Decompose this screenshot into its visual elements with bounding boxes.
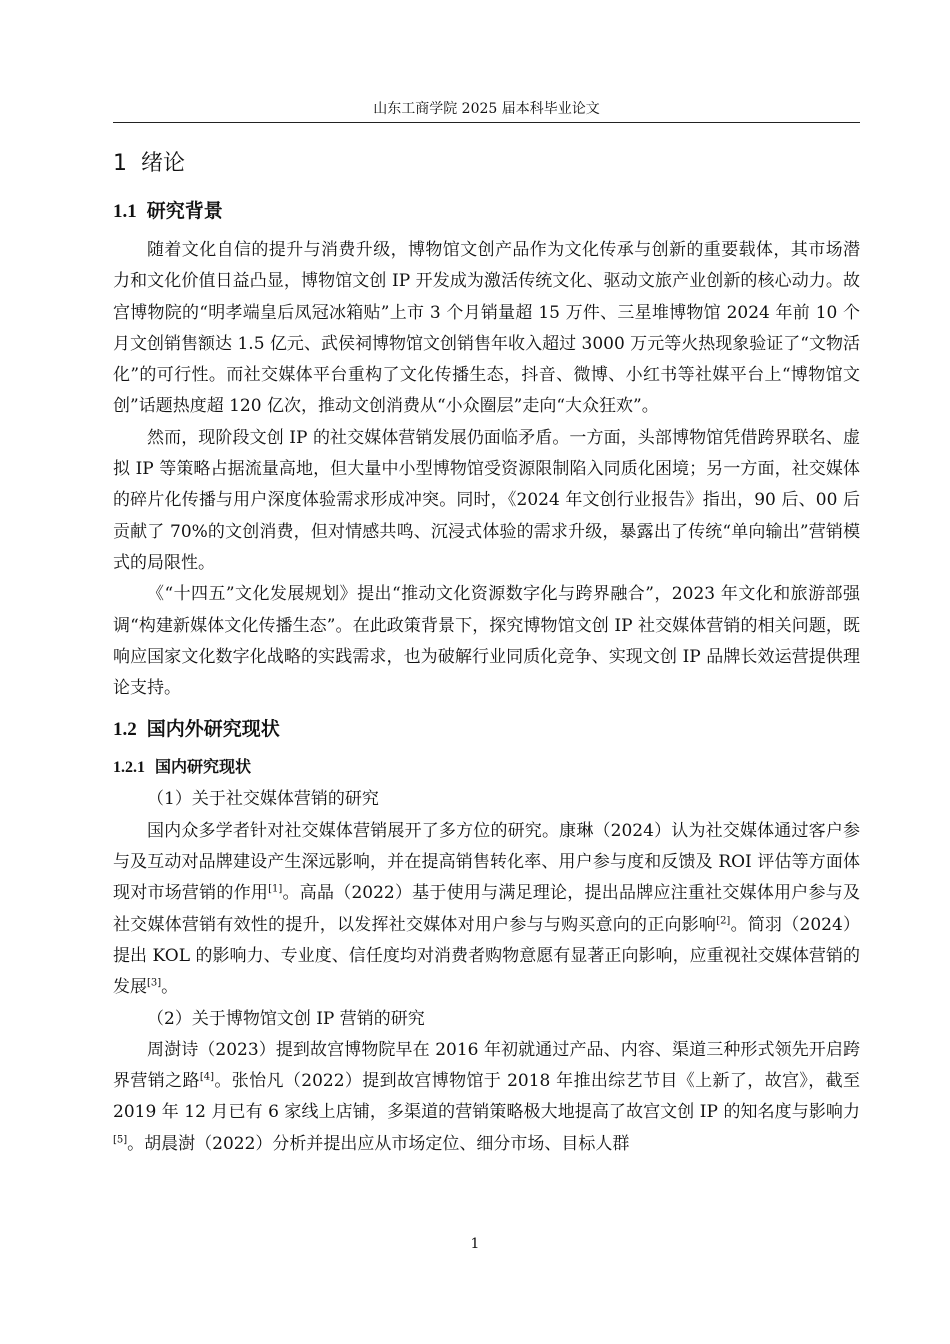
section-number: 1.1: [113, 201, 137, 222]
citation-ref[interactable]: [3]: [147, 977, 162, 989]
citation-ref[interactable]: [4]: [199, 1071, 215, 1083]
paragraph-domestic-1: 国内众多学者针对社交媒体营销展开了多方位的研究。康琳（2024）认为社交媒体通过客户参与及互动对品牌建设产生深远影响，并在提高销售转化率、用户参与度和反馈及 ROI 评估等方面体现对市场营销的作用[1]。高晶（2022）基于使用与满足理论，提出品牌应注重社交媒体用户参与及社交媒体营销有效性的提升，以发挥社交媒体对用户参与与购买意向的正向影响[2]。简羽（2024）提出 KOL 的影响力、专业度、信任度均对消费者购物意愿有显著正向影响，应重视社交媒体营销的发展[3]。: [113, 820, 861, 998]
subsection-number: 1.2.1: [113, 759, 145, 777]
chapter-number: 1: [113, 151, 127, 176]
citation-ref[interactable]: [5]: [113, 1134, 128, 1146]
paragraph-background-1: 随着文化自信的提升与消费升级，博物馆文创产品作为文化传承与创新的重要载体，其市场潜力和文化价值日益凸显，博物馆文创 IP 开发成为激活传统文化、驱动文旅产业创新的核心动力。故宫博物院的“明孝端皇后凤冠冰箱贴”上市 3 个月销量超 15 万件、三星堆博物馆 2024 年前 10 个月文创销售额达 1.5 亿元、武侯祠博物馆文创销售年收入超过 3000 万元等火热现象验证了“文物活化”的可行性。而社交媒体平台重构了文化传播生态，抖音、微博、小红书等社媒平台上“博物馆文创”话题热度超 120 亿次，推动文创消费从“小众圈层”走向“大众狂欢”。: [113, 240, 860, 417]
list-item-heading-2: （2）关于博物馆文创 IP 营销的研究: [147, 1008, 425, 1029]
running-header: 山东工商学院 2025 届本科毕业论文: [113, 100, 860, 123]
section-title: 国内外研究现状: [146, 718, 280, 741]
section-heading-1-2: [113, 714, 860, 745]
list-item-heading-1: （1）关于社交媒体营销的研究: [147, 789, 379, 810]
paragraph-background-2: 然而，现阶段文创 IP 的社交媒体营销发展仍面临矛盾。一方面，头部博物馆凭借跨界联名、虚拟 IP 等策略占据流量高地，但大量中小型博物馆受资源限制陷入同质化困境；另一方面，社交媒体的碎片化传播与用户深度体验需求形成冲突。同时，《2024 年文创行业报告》指出，90 后、00 后贡献了 70%的文创消费，但对情感共鸣、沉浸式体验的需求升级，暴露出了传统“单向输出”营销模式的局限性。: [113, 427, 860, 573]
page-content: [113, 148, 860, 1160]
section-title: 研究背景: [146, 200, 223, 222]
chapter-heading: [113, 148, 860, 180]
section-heading-1-1: [113, 196, 860, 227]
page-number: 1: [470, 1236, 480, 1252]
paragraph-domestic-2: 周澍诗（2023）提到故宫博物院早在 2016 年初就通过产品、内容、渠道三种形式领先开启跨界营销之路[4]。张怡凡（2022）提到故宫博物馆于 2018 年推出综艺节目《上新了，故宫》，截至 2019 年 12 月已有 6 家线上店铺，多渠道的营销策略极大地提高了故宫文创 IP 的知名度与影响力[5]。胡晨澍（2022）分析并提出应从市场定位、细分市场、目标人群: [113, 1039, 860, 1154]
citation-ref[interactable]: [1]: [268, 883, 283, 895]
section-number: 1.2: [113, 719, 137, 741]
subsection-title: 国内研究现状: [155, 757, 252, 777]
paragraph-background-3: 《“十四五”文化发展规划》提出“推动文化资源数字化与跨界融合”，2023 年文化和旅游部强调“构建新媒体文化传播生态”。在此政策背景下，探究博物馆文创 IP 社交媒体营销的相关问题，既响应国家文化数字化战略的实践需求，也为破解行业同质化竞争、实现文创 IP 品牌长效运营提供理论支持。: [113, 584, 860, 699]
subsection-heading-1-2-1: [113, 753, 860, 782]
chapter-title: 绪论: [141, 151, 186, 176]
citation-ref[interactable]: [2]: [716, 914, 731, 926]
